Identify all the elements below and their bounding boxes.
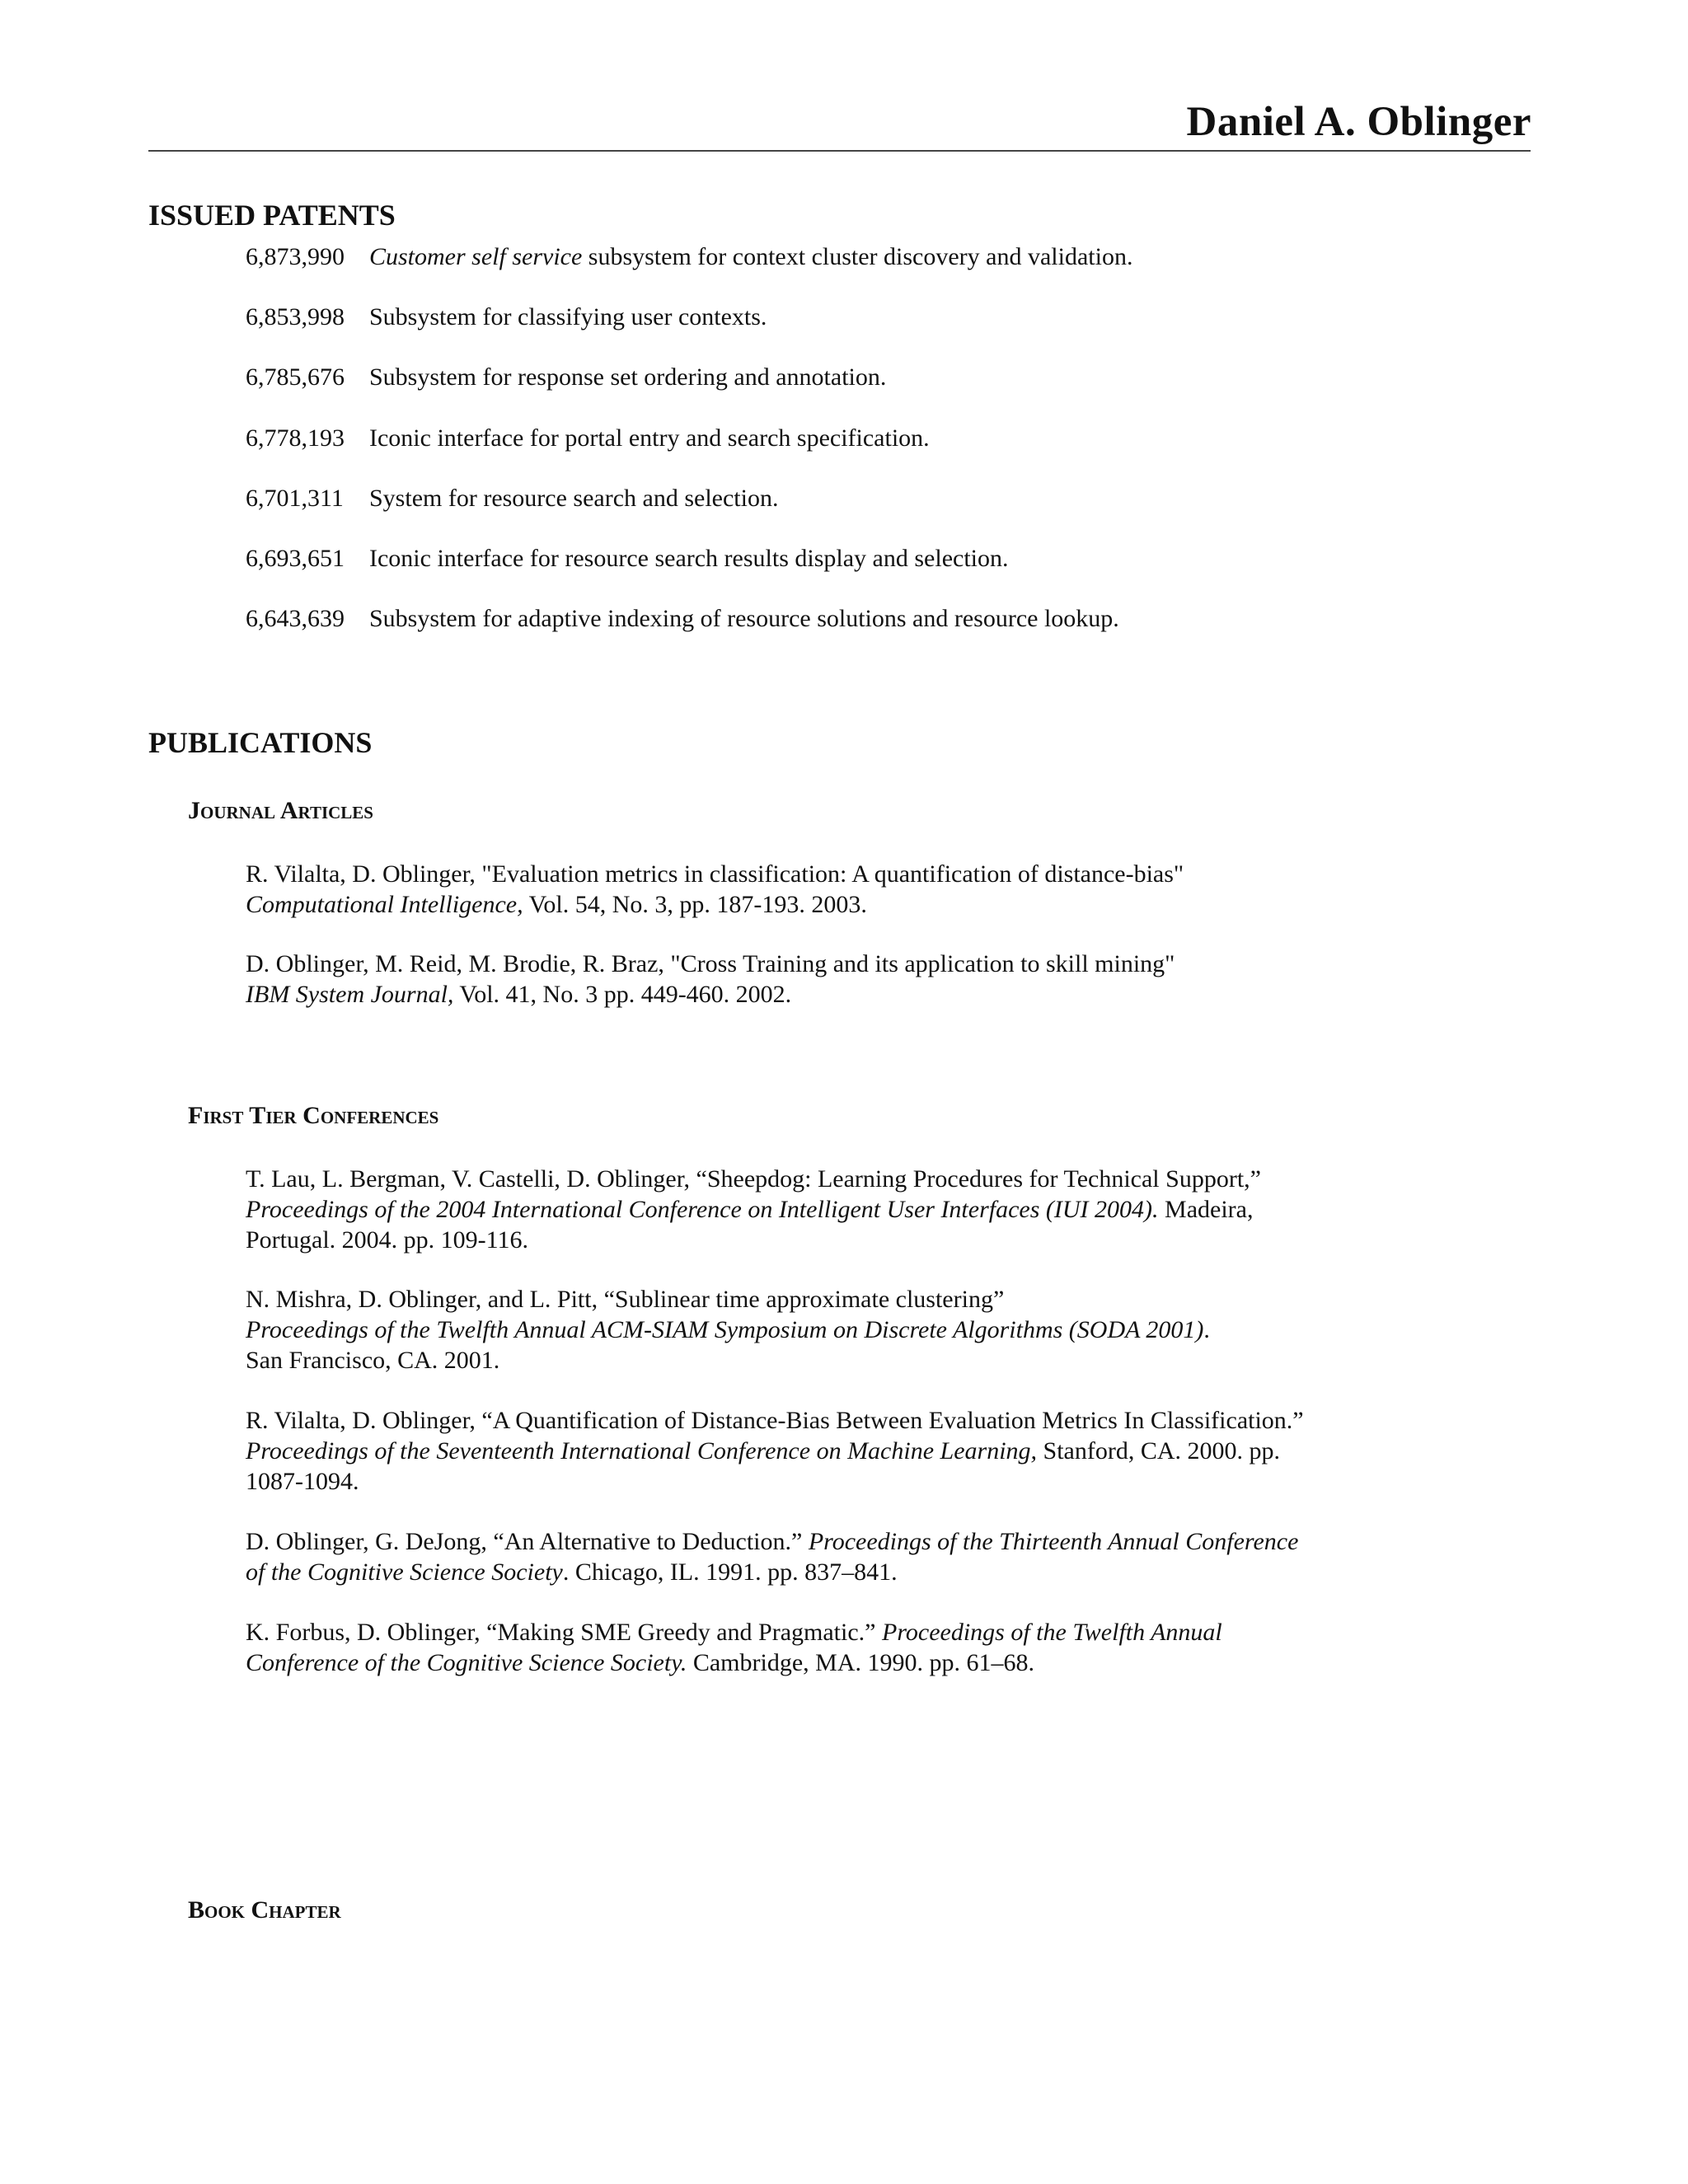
paper-venue: Proceedings of the Twelfth Annual ACM-SIAM Symposium on Discrete Algorithms (SODA 2001) <box>246 1316 1204 1343</box>
article-details: Vol. 54, No. 3, pp. 187-193. 2003. <box>523 891 867 918</box>
header-divider <box>148 150 1531 152</box>
journal-article <box>246 859 1482 920</box>
book-chapter-heading: Book Chapter <box>188 1896 341 1924</box>
patent-number: 6,873,990 <box>246 243 345 270</box>
patent-item <box>246 363 886 392</box>
patent-item <box>246 604 1119 634</box>
paper-venue-cont: of the Cognitive Science Society <box>246 1558 563 1586</box>
patent-number: 6,778,193 <box>246 424 345 452</box>
patent-number: 6,643,639 <box>246 605 345 632</box>
patent-item <box>246 242 1132 272</box>
conference-paper <box>246 1405 1482 1497</box>
paper-venue-cont: Conference of the Cognitive Science Society. <box>246 1649 687 1676</box>
paper-venue: Proceedings of the Seventeenth International Conference on Machine Learning, <box>246 1437 1038 1465</box>
patent-title-italic: Customer self service <box>369 243 583 270</box>
conferences-heading: First Tier Conferences <box>188 1102 439 1129</box>
conference-paper <box>246 1284 1482 1376</box>
header-name: Daniel A. Oblinger <box>1186 99 1531 145</box>
patent-title: Iconic interface for resource search results display and selection. <box>369 545 1009 572</box>
patent-item <box>246 544 1009 574</box>
journal-article <box>246 949 1482 1010</box>
patent-title: System for resource search and selection. <box>369 485 779 512</box>
paper-venue: Proceedings of the Twelfth Annual <box>882 1619 1222 1646</box>
patent-title: Subsystem for classifying user contexts. <box>369 303 767 330</box>
conference-paper <box>246 1617 1482 1678</box>
patents-heading: ISSUED PATENTS <box>148 199 396 232</box>
article-venue: IBM System Journal, <box>246 981 454 1008</box>
paper-venue: Proceedings of the 2004 International Conference on Intelligent User Interfaces (IUI 2004). <box>246 1196 1159 1223</box>
patent-title: Iconic interface for portal entry and search specification. <box>369 424 930 452</box>
paper-authors-title: N. Mishra, D. Oblinger, and L. Pitt, “Sublinear time approximate clustering” <box>246 1286 1005 1313</box>
patent-number: 6,785,676 <box>246 363 345 391</box>
journal-articles-heading: Journal Articles <box>188 797 373 824</box>
patent-item <box>246 484 778 513</box>
patent-item <box>246 424 930 453</box>
article-details: Vol. 41, No. 3 pp. 449-460. 2002. <box>453 981 792 1008</box>
paper-details: . Chicago, IL. 1991. pp. 837–841. <box>562 1558 898 1586</box>
paper-details: Portugal. 2004. pp. 109-116. <box>246 1226 529 1254</box>
article-authors-title: D. Oblinger, M. Reid, M. Brodie, R. Braz, "Cross Training and its application to skill mining" <box>246 950 1175 977</box>
paper-details: San Francisco, CA. 2001. <box>246 1347 500 1374</box>
paper-authors-title: R. Vilalta, D. Oblinger, “A Quantification of Distance-Bias Between Evaluation Metrics In Classification.” <box>246 1407 1304 1434</box>
article-venue: Computational Intelligence, <box>246 891 523 918</box>
patent-title: subsystem for context cluster discovery and validation. <box>582 243 1133 270</box>
patent-title: Subsystem for response set ordering and annotation. <box>369 363 887 391</box>
paper-location: Madeira, <box>1158 1196 1254 1223</box>
patent-number: 6,701,311 <box>246 485 344 512</box>
paper-details: Cambridge, MA. 1990. pp. 61–68. <box>687 1649 1034 1676</box>
article-authors-title: R. Vilalta, D. Oblinger, "Evaluation metrics in classification: A quantification of distance-bias" <box>246 860 1184 888</box>
patent-number: 6,853,998 <box>246 303 345 330</box>
publications-heading: PUBLICATIONS <box>148 726 373 759</box>
patent-number: 6,693,651 <box>246 545 345 572</box>
conference-paper <box>246 1164 1482 1255</box>
paper-authors-title: T. Lau, L. Bergman, V. Castelli, D. Oblinger, “Sheepdog: Learning Procedures for Technical Support,” <box>246 1165 1261 1193</box>
paper-punct: . <box>1203 1316 1210 1343</box>
patent-item <box>246 302 767 332</box>
patent-title: Subsystem for adaptive indexing of resource solutions and resource lookup. <box>369 605 1119 632</box>
paper-authors-title: K. Forbus, D. Oblinger, “Making SME Greedy and Pragmatic.” <box>246 1619 882 1646</box>
paper-authors-title: D. Oblinger, G. DeJong, “An Alternative to Deduction.” <box>246 1528 809 1555</box>
paper-details: 1087-1094. <box>246 1468 359 1495</box>
paper-venue: Proceedings of the Thirteenth Annual Conference <box>808 1528 1299 1555</box>
conference-paper <box>246 1526 1482 1587</box>
paper-location: Stanford, CA. 2000. pp. <box>1037 1437 1281 1465</box>
